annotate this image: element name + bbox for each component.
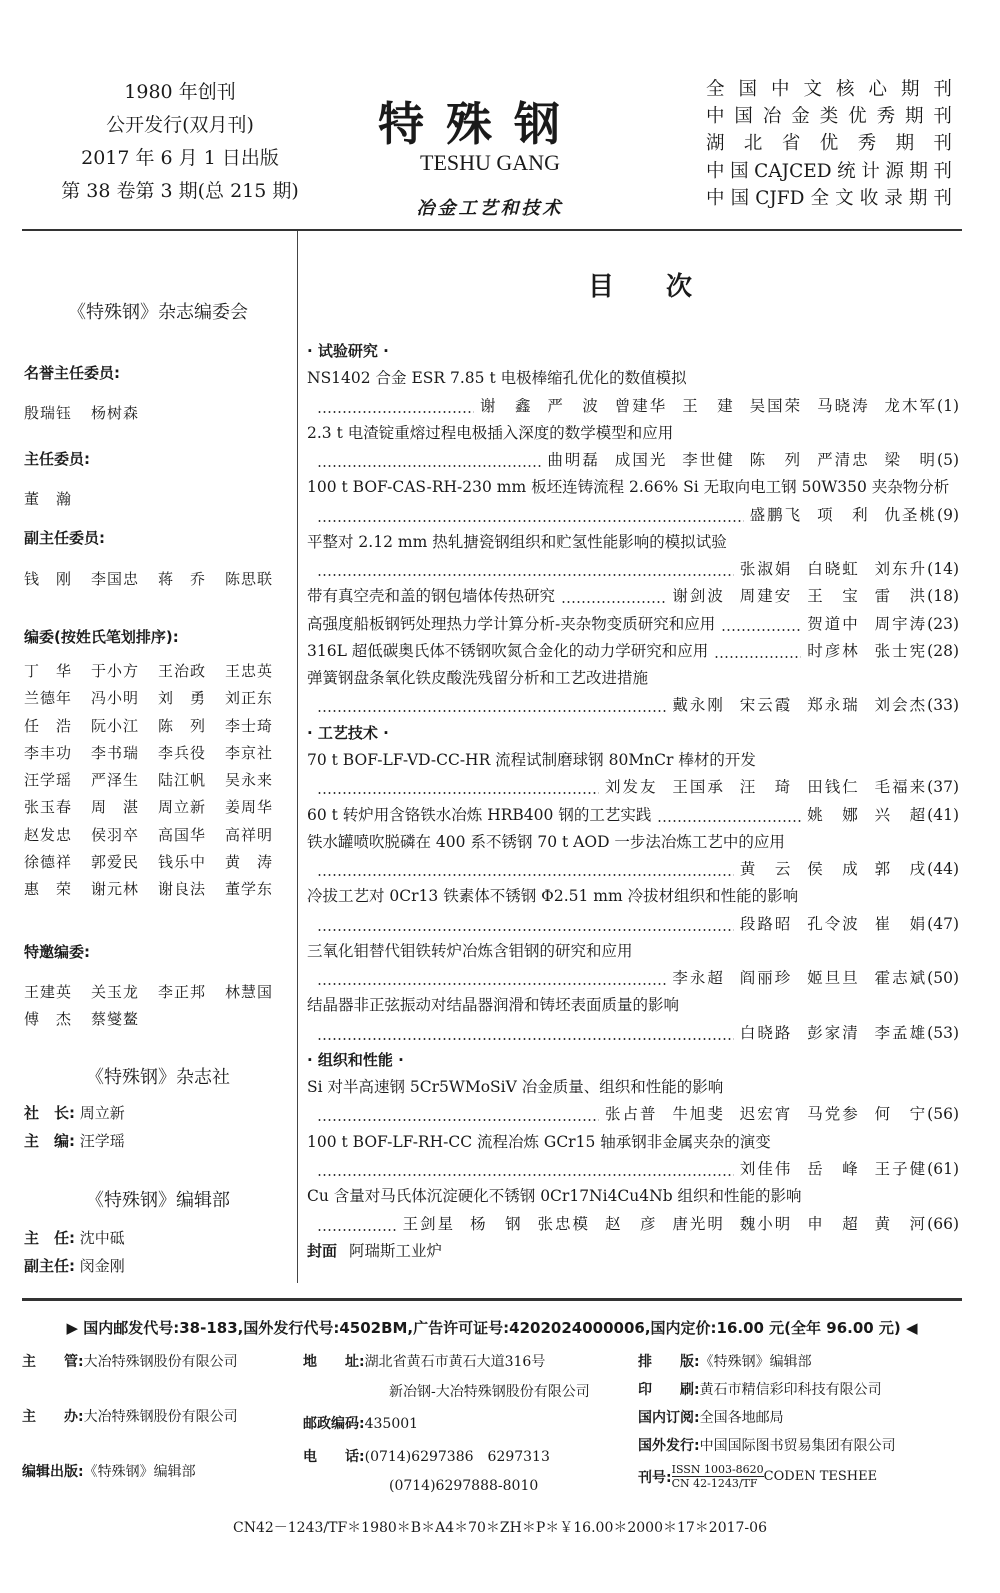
label: 刊号: <box>638 1469 672 1486</box>
staff-name: 沈中砥 <box>79 1229 125 1247</box>
authors: 白晓路 彭家清 李孟雄 <box>739 1023 928 1042</box>
person: 刘 勇 <box>158 689 207 708</box>
person: 周立新 <box>158 798 207 817</box>
article-line <box>307 611 959 638</box>
authors: 刘佳伟 岳 峰 王子健 <box>739 1159 928 1178</box>
address <box>303 1351 545 1371</box>
page-number: (53) <box>927 1023 959 1042</box>
society-staff <box>24 1099 292 1155</box>
page-number: (56) <box>927 1105 959 1124</box>
person: 陈 列 <box>158 716 207 735</box>
article-title: 2.3 t 电渣锭重熔过程电极插入深度的数学模型和应用 <box>307 423 674 442</box>
issn-block <box>638 1463 877 1490</box>
person: 兰德年 <box>24 689 73 708</box>
phone <box>303 1446 550 1466</box>
person: 任 浩 <box>24 716 73 735</box>
person: 关玉龙 <box>91 983 140 1001</box>
person: 蔡燮鳌 <box>91 1010 140 1029</box>
dot-leader <box>317 856 734 883</box>
person: 钱 刚 <box>24 570 73 588</box>
person: 傅 杰 <box>24 1010 73 1029</box>
article-title: Si 对半高速钢 5Cr5WMoSiV 冶金质量、组织和性能的影响 <box>307 1078 724 1097</box>
person: 陆江帆 <box>158 771 207 790</box>
authors: 时彦林 张士宪 <box>807 641 928 660</box>
person: 侯羽卒 <box>91 825 140 844</box>
author-line <box>307 692 959 719</box>
toc-entry <box>307 1183 959 1238</box>
postcode <box>303 1413 418 1433</box>
article-title: 铁水罐喷吹脱磷在 400 系不锈钢 70 t AOD 一步法冶炼工艺中的应用 <box>307 832 785 851</box>
article-title-line <box>307 1183 959 1210</box>
label: 国外发行: <box>638 1438 700 1454</box>
authors: 李永超 阎丽珍 姬旦旦 霍志斌 <box>672 969 928 988</box>
article-title-line <box>307 938 959 965</box>
journal-title: 特殊钢 <box>378 97 582 151</box>
author-line <box>307 1020 959 1047</box>
authors: 张占普 牛旭斐 迟宏宵 马党参 何 宁 <box>604 1105 928 1124</box>
toc-entry <box>307 883 959 938</box>
article-title-line <box>307 829 959 856</box>
author-line <box>307 447 959 474</box>
page-number: (9) <box>937 505 959 524</box>
person: 黄 涛 <box>225 853 274 872</box>
journal-subtitle: 冶金工艺和技术 <box>416 198 564 219</box>
toc-list <box>307 338 959 1265</box>
person: 王忠英 <box>225 662 274 680</box>
article-title: 弹簧钢盘条氧化铁皮酸洗残留分析和工艺改进措施 <box>307 669 649 688</box>
author-line <box>307 911 959 938</box>
right-triangle-icon: ▶ <box>66 1319 84 1337</box>
person: 郭爱民 <box>91 853 140 872</box>
article-title-line <box>307 529 959 556</box>
honor: 湖北省优秀期刊 <box>706 133 952 155</box>
dot-leader <box>657 802 801 829</box>
society-title: 《特殊钢》杂志社 <box>86 1067 230 1088</box>
dot-leader <box>317 502 744 529</box>
director-list <box>24 486 292 513</box>
article-title-line <box>307 883 959 910</box>
members-list <box>24 658 292 904</box>
cover-label: 封面 <box>307 1241 338 1260</box>
page-number: (47) <box>927 914 959 933</box>
authors: 曲明磊 成国光 李世健 陈 列 严清忠 梁 明 <box>547 451 938 470</box>
typeset <box>638 1351 812 1371</box>
foreign-distribution <box>638 1435 896 1455</box>
office-staff <box>24 1224 292 1280</box>
invited-list <box>24 979 292 1034</box>
staff-label: 社 长: <box>24 1104 75 1122</box>
authors: 谢 鑫 严 波 曾建华 王 建 吴国荣 马晓涛 龙木军 <box>479 396 938 415</box>
article-title-line <box>307 1074 959 1101</box>
value: 湖北省黄石市黄石大道316号 <box>364 1354 546 1370</box>
dot-leader <box>317 774 599 801</box>
label: 主 办: <box>22 1409 84 1425</box>
office-title: 《特殊钢》编辑部 <box>86 1190 230 1211</box>
dot-leader <box>721 611 801 638</box>
person: 殷瑞钰 <box>24 404 73 422</box>
person: 吴永来 <box>225 771 274 790</box>
person: 李兵役 <box>158 743 207 762</box>
article-title: Cu 含量对马氏体沉淀硬化不锈钢 0Cr17Ni4Cu4Nb 组织和性能的影响 <box>307 1187 802 1206</box>
person: 惠 荣 <box>24 880 73 899</box>
article-title-line <box>307 992 959 1019</box>
authors: 刘发友 王国承 汪 琦 田钱仁 毛福来 <box>604 778 928 797</box>
value: (0714)6297386 6297313 <box>364 1449 550 1465</box>
dot-leader <box>317 692 666 719</box>
person: 阮小江 <box>91 716 140 735</box>
dot-leader <box>714 638 801 665</box>
vice-label: 副主任委员: <box>24 529 105 547</box>
value: 大冶特殊钢股份有限公司 <box>83 1409 238 1425</box>
article-line <box>307 583 959 610</box>
honorary-list <box>24 400 292 427</box>
label: 编辑出版: <box>22 1464 84 1480</box>
article-title-line <box>307 665 959 692</box>
dot-leader <box>317 1020 734 1047</box>
dot-leader <box>317 1211 397 1238</box>
article-title-line <box>307 420 959 447</box>
staff-label: 副主任: <box>24 1257 75 1275</box>
address-line2: 新冶钢-大冶特殊钢股份有限公司 <box>389 1384 590 1400</box>
dot-leader <box>317 965 666 992</box>
value: 435001 <box>364 1416 419 1432</box>
journal-honors <box>706 76 952 212</box>
page-number: (28) <box>927 641 959 660</box>
author-line <box>307 1101 959 1128</box>
page-number: (66) <box>927 1214 959 1233</box>
dot-leader <box>317 911 734 938</box>
toc-entry <box>307 665 959 720</box>
domestic-subscription <box>638 1407 784 1427</box>
person: 高国华 <box>158 825 207 844</box>
article-title-line <box>307 474 959 501</box>
toc-entry <box>307 938 959 993</box>
person: 姜周华 <box>225 798 274 817</box>
vice-list <box>24 566 292 593</box>
page-number: (50) <box>927 969 959 988</box>
toc-entry <box>307 829 959 884</box>
bottom-code: CN42－1243/TF＊1980＊B＊A4＊70＊ZH＊P＊￥16.00＊2000＊17＊2017-06 <box>233 1520 767 1536</box>
person: 严泽生 <box>91 771 140 790</box>
article-title-line <box>307 1129 959 1156</box>
person: 赵发忠 <box>24 825 73 844</box>
journal-title-en: TESHU GANG <box>420 150 560 175</box>
dot-leader <box>317 556 734 583</box>
toc-entry <box>307 529 959 584</box>
person: 汪学瑶 <box>24 771 73 790</box>
staff-name: 闵金刚 <box>79 1257 125 1275</box>
authors: 姚 娜 兴 超 <box>807 805 928 824</box>
author-line <box>307 965 959 992</box>
page-number: (61) <box>927 1159 959 1178</box>
printer <box>638 1379 882 1399</box>
staff-name: 汪学瑶 <box>79 1132 125 1150</box>
person: 谢良法 <box>158 880 207 899</box>
page-number: (18) <box>927 587 959 606</box>
toc-entry <box>307 611 959 638</box>
person: 王治政 <box>158 662 207 680</box>
page-number: (1) <box>937 396 959 415</box>
label: 地 址: <box>303 1354 365 1370</box>
article-title: 三氧化钼替代钼铁转炉冶炼含钼钢的研究和应用 <box>307 941 633 960</box>
toc-entry <box>307 474 959 529</box>
person: 刘正东 <box>225 689 274 708</box>
label: 邮政编码: <box>303 1416 365 1432</box>
left-triangle-icon: ◀ <box>900 1319 918 1337</box>
person: 李丰功 <box>24 743 73 762</box>
footer-divider <box>22 1298 962 1301</box>
page-number: (37) <box>927 778 959 797</box>
person: 冯小明 <box>91 689 140 708</box>
price-text: 国内邮发代号:38-183,国外发行代号:4502BM,广告许可证号:4202024000006,国内定价:16.00 元(全年 96.00 元) <box>83 1319 901 1337</box>
value: 黄石市精信彩印科技有限公司 <box>699 1382 882 1398</box>
author-line <box>307 502 959 529</box>
person: 李京社 <box>225 743 274 762</box>
board-title: 《特殊钢》杂志编委会 <box>68 302 248 323</box>
person: 李书瑞 <box>91 743 140 762</box>
toc-entry <box>307 1074 959 1129</box>
article-title: NS1402 合金 ESR 7.85 t 电极棒缩孔优化的数值模拟 <box>307 369 687 388</box>
person: 王建英 <box>24 983 73 1001</box>
person: 张玉春 <box>24 798 73 817</box>
honorary-label: 名誉主任委员: <box>24 364 120 382</box>
author-line <box>307 556 959 583</box>
price-line <box>22 1317 962 1338</box>
value: 中国国际图书贸易集团有限公司 <box>699 1438 896 1454</box>
publication-info <box>40 76 320 208</box>
cn-number: CN 42-1243/TF <box>671 1477 758 1490</box>
page-number: (44) <box>927 860 959 879</box>
article-title: 冷拔工艺对 0Cr13 铁素体不锈钢 Φ2.51 mm 冷拔材组织和性能的影响 <box>307 887 799 906</box>
section-heading: · 组织和性能 · <box>307 1050 404 1069</box>
article-title: 平整对 2.12 mm 热轧搪瓷钢组织和贮氢性能影响的模拟试验 <box>307 532 727 551</box>
person: 于小方 <box>91 662 140 680</box>
person: 徐德祥 <box>24 853 73 872</box>
label: 主 管: <box>22 1354 84 1370</box>
person: 杨树森 <box>91 404 140 422</box>
dot-leader <box>317 447 541 474</box>
authors: 段路昭 孔令波 崔 娟 <box>739 914 928 933</box>
members-label: 编委(按姓氏笔划排序): <box>24 628 179 646</box>
article-title: 100 t BOF-LF-RH-CC 流程冶炼 GCr15 轴承钢非金属夹杂的演变 <box>307 1132 771 1151</box>
coden: CODEN TESHEE <box>763 1469 878 1484</box>
person: 钱乐中 <box>158 853 207 872</box>
article-line <box>307 638 959 665</box>
value: 大冶特殊钢股份有限公司 <box>83 1354 238 1370</box>
authors: 盛鹏飞 项 利 仇圣桃 <box>749 505 938 524</box>
toc-entry <box>307 420 959 475</box>
article-title: 316L 超低碳奥氏体不锈钢吹氮合金化的动力学研究和应用 <box>307 641 709 660</box>
label: 印 刷: <box>638 1382 700 1398</box>
volume-line: 第 38 卷第 3 期(总 215 期) <box>61 180 299 202</box>
authors: 谢剑波 周建安 王 宝 雷 洪 <box>672 587 928 606</box>
issn: ISSN 1003-8620 <box>671 1463 764 1476</box>
cover-line <box>307 1238 959 1265</box>
founded-line: 1980 年创刊 <box>124 81 236 103</box>
sponsor <box>22 1351 238 1371</box>
article-title: 100 t BOF-CAS-RH-230 mm 板坯连铸流程 2.66% Si 无取向电工钢 50W350 夹杂物分析 <box>307 478 950 497</box>
page-number: (23) <box>927 614 959 633</box>
honor: 中国CJFD全文收录期刊 <box>706 187 952 209</box>
article-title: 带有真空壳和盖的钢包墙体传热研究 <box>307 587 556 606</box>
page-number: (14) <box>927 560 959 579</box>
authors: 王剑星 杨 钢 张忠模 赵 彦 唐光明 魏小明 申 超 黄 河 <box>402 1214 928 1233</box>
label: 国内订阅: <box>638 1410 700 1426</box>
page-number: (5) <box>937 451 959 470</box>
person: 李士琦 <box>225 716 274 735</box>
toc-heading: 目 次 <box>587 272 692 302</box>
article-title: 结晶器非正弦振动对结晶器润滑和铸坯表面质量的影响 <box>307 996 680 1015</box>
person: 李国忠 <box>91 570 140 588</box>
toc-entry <box>307 365 959 420</box>
honor: 中国CAJCED统计源期刊 <box>706 160 952 182</box>
person: 陈思联 <box>225 570 274 588</box>
honor: 中国冶金类优秀期刊 <box>706 106 952 128</box>
person: 高祥明 <box>225 825 274 844</box>
authors: 黄 云 侯 成 郭 戌 <box>739 860 928 879</box>
author-line <box>307 1156 959 1183</box>
person: 蒋 乔 <box>158 570 207 588</box>
cover-value: 阿瑞斯工业炉 <box>349 1241 443 1260</box>
authors: 张淑娟 白晓虹 刘东升 <box>739 560 928 579</box>
article-title-line <box>307 365 959 392</box>
author-line <box>307 393 959 420</box>
person: 谢元林 <box>91 880 140 899</box>
invited-label: 特邀编委: <box>24 943 90 961</box>
label: 电 话: <box>303 1449 365 1465</box>
staff-label: 主 编: <box>24 1132 75 1150</box>
author-line <box>307 1211 959 1238</box>
person: 周 湛 <box>91 798 140 817</box>
author-line <box>307 774 959 801</box>
section-heading: · 工艺技术 · <box>307 723 389 742</box>
article-line <box>307 802 959 829</box>
person: 李正邦 <box>158 983 207 1001</box>
page-number: (41) <box>927 805 959 824</box>
host <box>22 1406 238 1426</box>
label: 排 版: <box>638 1354 700 1370</box>
person: 董 瀚 <box>24 490 73 508</box>
toc-entry <box>307 638 959 665</box>
header-divider <box>22 229 962 231</box>
value: 《特殊钢》编辑部 <box>83 1464 196 1480</box>
person: 董学东 <box>225 880 274 899</box>
publisher <box>22 1461 196 1481</box>
staff-label: 主 任: <box>24 1229 75 1247</box>
value: 《特殊钢》编辑部 <box>699 1354 812 1370</box>
authors: 戴永刚 宋云霞 郑永瑞 刘会杰 <box>672 696 928 715</box>
phone-line2: (0714)6297888-8010 <box>389 1478 539 1494</box>
frequency-line: 公开发行(双月刊) <box>106 114 254 136</box>
issn-fraction <box>672 1463 764 1490</box>
staff-name: 周立新 <box>79 1104 125 1122</box>
dot-leader <box>317 393 474 420</box>
column-divider <box>297 231 298 1283</box>
page-number: (33) <box>927 696 959 715</box>
author-line <box>307 856 959 883</box>
dot-leader <box>317 1101 599 1128</box>
toc-entry <box>307 747 959 802</box>
person: 丁 华 <box>24 662 73 680</box>
section-heading: · 试验研究 · <box>307 342 389 360</box>
value: 全国各地邮局 <box>699 1410 784 1426</box>
article-title-line <box>307 747 959 774</box>
article-title: 60 t 转炉用含铬铁水冶炼 HRB400 钢的工艺实践 <box>307 805 652 824</box>
toc-entry <box>307 583 959 610</box>
toc-entry <box>307 992 959 1047</box>
article-title: 高强度船板钢钙处理热力学计算分析-夹杂物变质研究和应用 <box>307 614 716 633</box>
dot-leader <box>317 1156 734 1183</box>
director-label: 主任委员: <box>24 450 90 468</box>
article-title: 70 t BOF-LF-VD-CC-HR 流程试制磨球钢 80MnCr 棒材的开发 <box>307 750 756 769</box>
person: 林慧国 <box>225 983 274 1001</box>
toc-entry <box>307 802 959 829</box>
dot-leader <box>561 583 666 610</box>
toc-entry <box>307 1129 959 1184</box>
date-line: 2017 年 6 月 1 日出版 <box>81 147 279 169</box>
honor: 全国中文核心期刊 <box>706 79 952 100</box>
authors: 贺道中 周宇涛 <box>807 614 928 633</box>
